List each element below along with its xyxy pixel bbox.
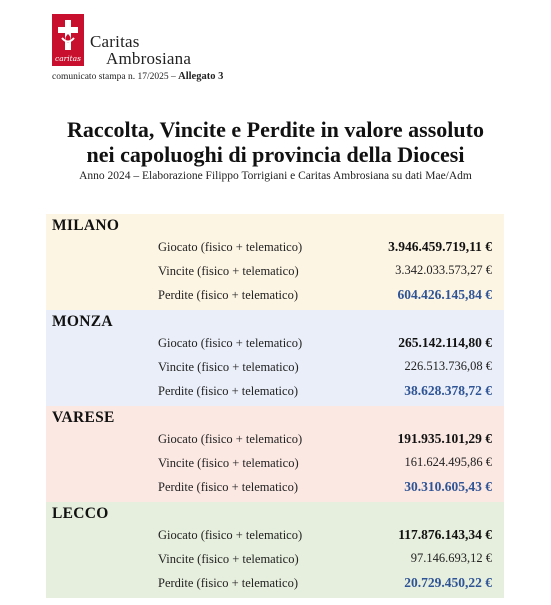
row-value: 20.729.450,22 € — [404, 575, 492, 590]
section-title: MILANO — [52, 217, 120, 234]
title-line-1: Raccolta, Vincite e Perdite in valore assoluto — [67, 117, 484, 142]
brand-name-line1: Caritas — [90, 32, 140, 51]
attachment-label: Allegato 3 — [178, 71, 224, 82]
row-label: Perdite (fisico + telematico) — [158, 288, 298, 302]
row-label: Perdite (fisico + telematico) — [158, 384, 298, 398]
row-label: Giocato (fisico + telematico) — [158, 432, 303, 446]
row-perdite — [46, 573, 504, 596]
row-label: Vincite (fisico + telematico) — [158, 360, 299, 374]
row-value: 97.146.693,12 € — [410, 551, 492, 565]
row-label: Vincite (fisico + telematico) — [158, 552, 299, 566]
row-vincite — [46, 549, 504, 572]
row-value: 117.876.143,34 € — [398, 527, 492, 542]
row-giocato — [46, 429, 504, 452]
row-vincite — [46, 453, 504, 476]
row-value: 3.946.459.719,11 € — [388, 239, 492, 254]
row-vincite — [46, 261, 504, 284]
section-title: MONZA — [52, 313, 113, 330]
press-release-number: comunicato stampa n. 17/2025 – — [52, 72, 176, 82]
brand-name-line2: Ambrosiana — [106, 49, 192, 68]
section-varese — [46, 406, 504, 502]
row-label: Vincite (fisico + telematico) — [158, 456, 299, 470]
row-label: Perdite (fisico + telematico) — [158, 480, 298, 494]
section-milano — [46, 214, 504, 310]
section-title: VARESE — [52, 409, 115, 426]
page-title — [0, 117, 551, 167]
row-perdite — [46, 381, 504, 404]
row-perdite — [46, 477, 504, 500]
row-value: 226.513.736,08 € — [404, 359, 492, 373]
document-header — [52, 14, 512, 84]
row-label: Giocato (fisico + telematico) — [158, 336, 303, 350]
row-giocato — [46, 525, 504, 548]
row-value: 30.310.605,43 € — [404, 479, 492, 494]
press-release-line — [52, 71, 223, 82]
title-line-2: nei capoluoghi di provincia della Diocesi — [86, 142, 465, 167]
row-label: Perdite (fisico + telematico) — [158, 576, 298, 590]
section-lecco — [46, 502, 504, 598]
cross-icon — [56, 18, 80, 52]
logo-wordmark: caritas — [55, 54, 81, 63]
row-vincite — [46, 357, 504, 380]
row-label: Giocato (fisico + telematico) — [158, 528, 303, 542]
section-monza — [46, 310, 504, 406]
section-title: LECCO — [52, 505, 109, 522]
row-label: Vincite (fisico + telematico) — [158, 264, 299, 278]
row-value: 3.342.033.573,27 € — [395, 263, 492, 277]
row-value: 38.628.378,72 € — [404, 383, 492, 398]
row-giocato — [46, 333, 504, 356]
caritas-logo — [52, 14, 84, 66]
row-value: 161.624.495,86 € — [404, 455, 492, 469]
row-perdite — [46, 285, 504, 308]
row-giocato — [46, 237, 504, 260]
row-value: 604.426.145,84 € — [397, 287, 492, 302]
page-subtitle: Anno 2024 – Elaborazione Filippo Torrigiani e Caritas Ambrosiana su dati Mae/Adm — [79, 170, 472, 182]
row-label: Giocato (fisico + telematico) — [158, 240, 303, 254]
row-value: 191.935.101,29 € — [397, 431, 492, 446]
row-value: 265.142.114,80 € — [398, 335, 492, 350]
